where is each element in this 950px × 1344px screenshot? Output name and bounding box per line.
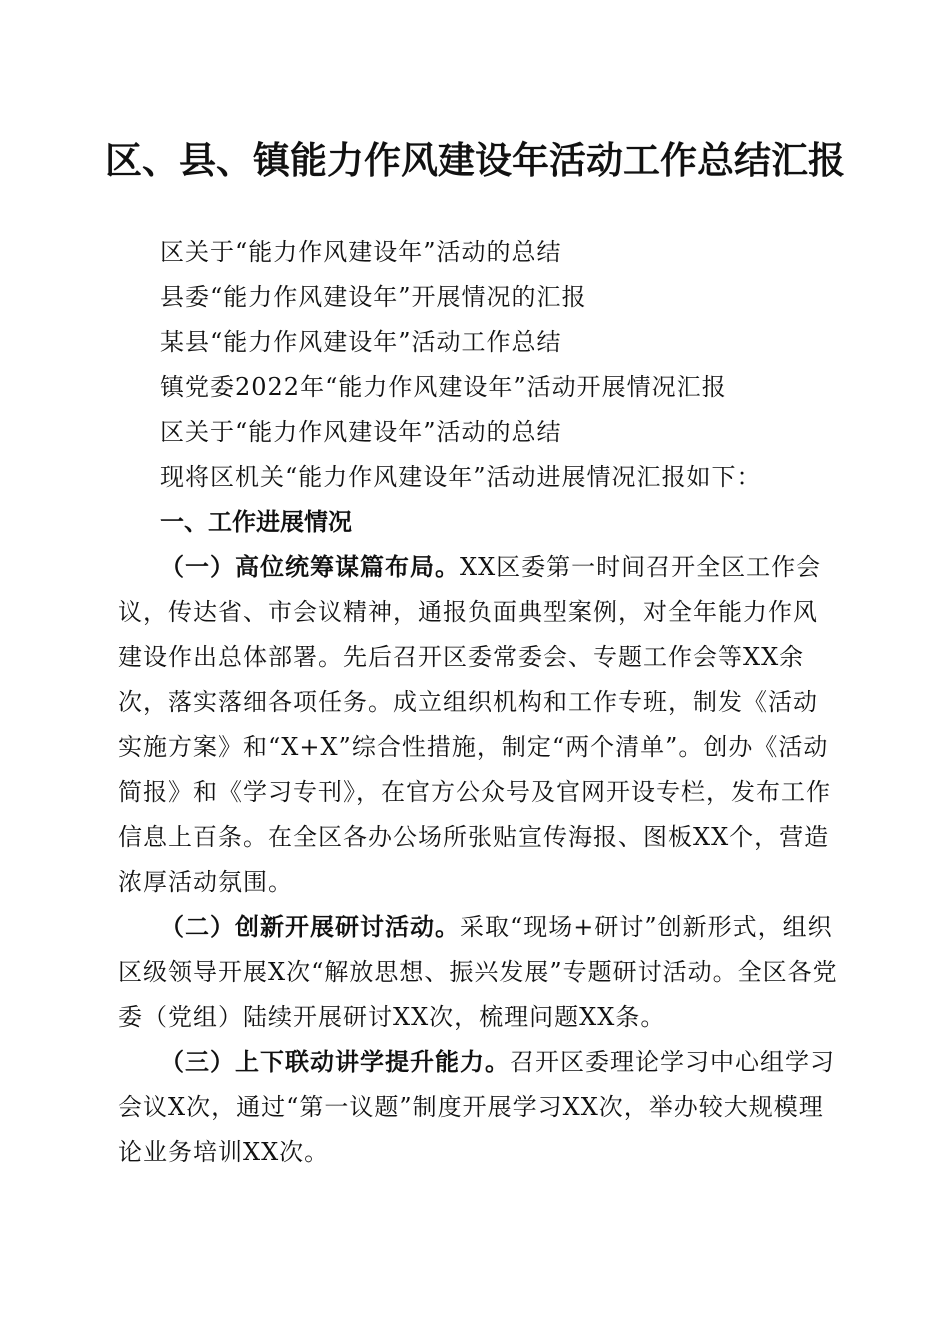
intro-sentence: 现将区机关“能力作风建设年”活动进展情况汇报如下：: [160, 463, 762, 491]
paragraph-body: 采取“现场+研讨”创新形式，组织区级领导开展X次“解放思想、振兴发展”专题研讨活动。全区各党委（党组）陆续开展研讨XX次，梳理问题XX条。: [118, 913, 838, 1031]
paragraph-lead: （一）高位统筹谋篇布局。: [160, 553, 460, 581]
contents-item: 县委“能力作风建设年”开展情况的汇报: [160, 283, 587, 311]
contents-item: 区关于“能力作风建设年”活动的总结: [160, 238, 562, 266]
contents-list: [160, 230, 727, 455]
paragraph-1: [118, 545, 838, 905]
contents-item: 镇党委2022年“能力作风建设年”活动开展情况汇报: [160, 373, 727, 401]
contents-item: 区关于“能力作风建设年”活动的总结: [160, 418, 562, 446]
paragraph-body: 召开区委理论学习中心组学习会议X次，通过“第一议题”制度开展学习XX次，举办较大规模理论业务培训XX次。: [118, 1048, 835, 1166]
document-title: 区、县、镇能力作风建设年活动工作总结汇报: [105, 138, 845, 182]
paragraph-lead: （二）创新开展研讨活动。: [160, 913, 460, 941]
section-heading: 一、工作进展情况: [160, 508, 352, 536]
paragraph-lead: （三）上下联动讲学提升能力。: [160, 1048, 510, 1076]
paragraph-body: XX区委第一时间召开全区工作会议，传达省、市会议精神，通报负面典型案例，对全年能力作风建设作出总体部署。先后召开区委常委会、专题工作会等XX余次，落实落细各项任务。成立组织机构和工作专班，制发《活动实施方案》和“X+X”综合性措施，制定“两个清单”。创办《活动简报》和《学习专刊》，在官方公众号及官网开设专栏，发布工作信息上百条。在全区各办公场所张贴宣传海报、图板XX个，营造浓厚活动氛围。: [118, 553, 831, 896]
paragraph-3: [118, 1040, 838, 1175]
contents-item: 某县“能力作风建设年”活动工作总结: [160, 328, 562, 356]
paragraph-2: [118, 905, 838, 1040]
